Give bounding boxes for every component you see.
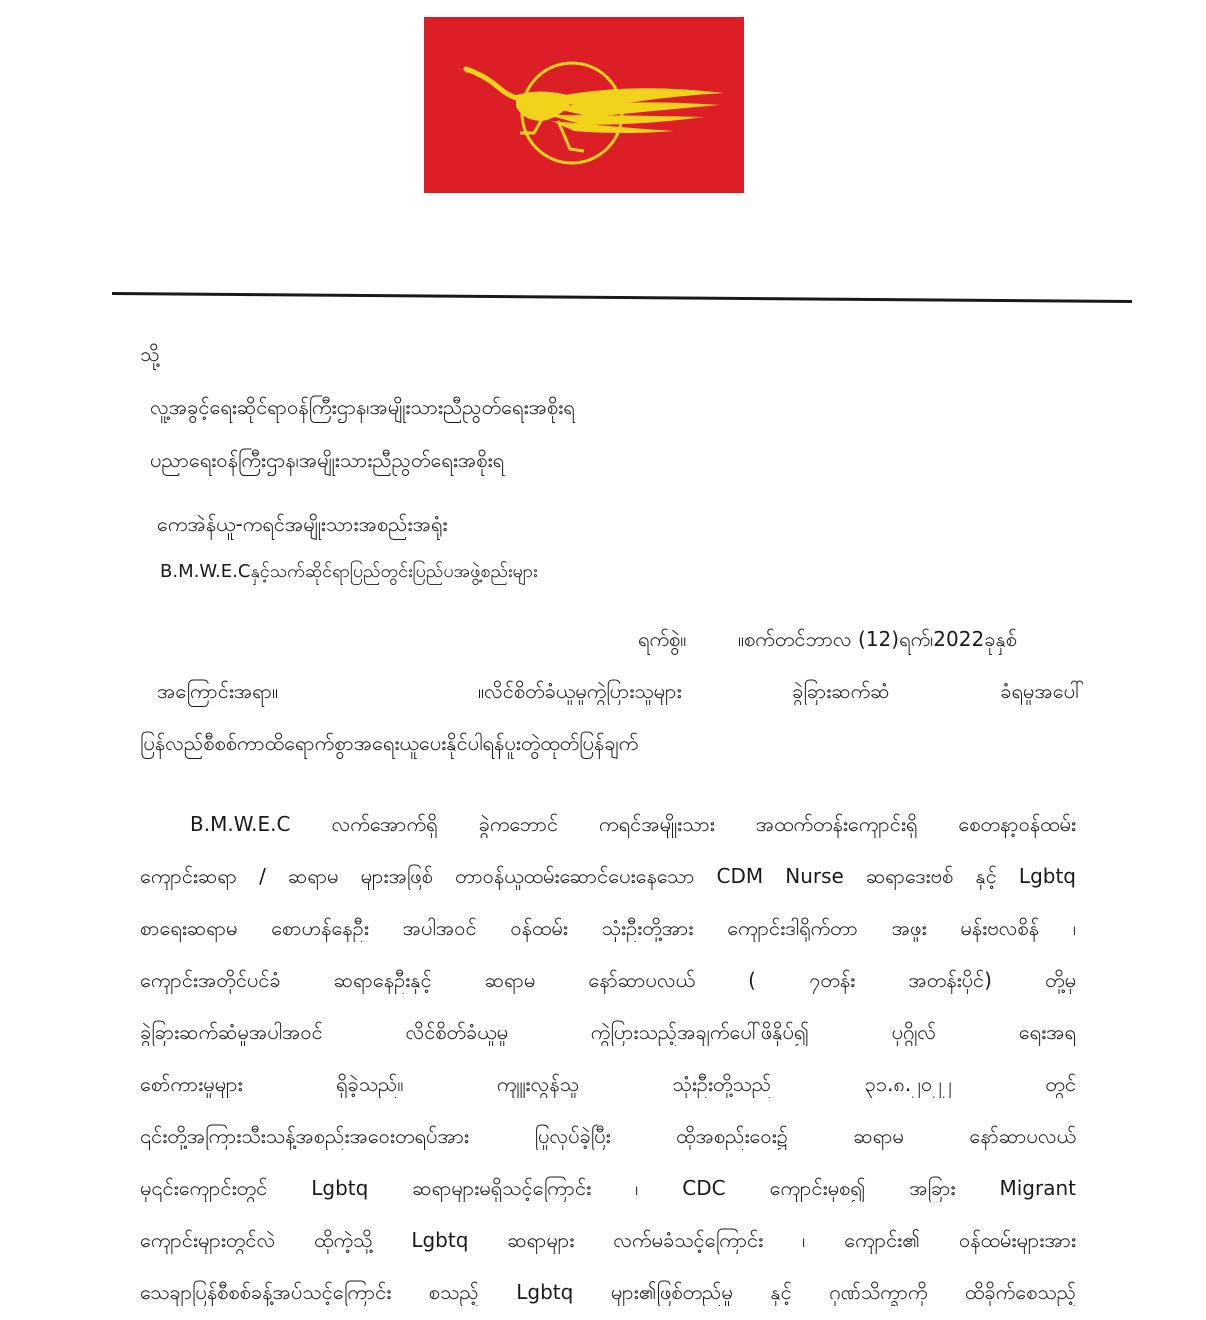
body-line-6: စော်ကားမှုများ ရှိခဲ့သည်။ ကျူးလွန်သူ သုံးဦးတို့သည် ၃၁.၈.၂၀၂၂ တွင် xyxy=(140,1072,1076,1096)
subject-label: အကြောင်းအရာ။ xyxy=(157,679,279,703)
body-line-10: သေချာပြန်စီစစ်ခန့်အပ်သင့်ကြောင်း စသည့် Lgbtq များ၏ဖြစ်တည်မှု နှင့် ဂုဏ်သိက္ခာကို ထိခိုက်စေသည့် xyxy=(140,1280,1076,1304)
addressee-line-2: ပညာရေးဝန်ကြီးဌာန၊အမျိုးသားညီညွတ်ရေးအစိုးရ xyxy=(150,448,505,472)
body-line-7: ၎င်းတို့အကြားသီးသန့်အစည်းအဝေးတရပ်အား ပြုလုပ်ခဲ့ပြီး ထိုအစည်းဝေး၌ ဆရာမ နော်ဆာပလယ် xyxy=(140,1124,1076,1148)
subject-line-1: ။လိင်စိတ်ခံယူမှုကွဲပြားသူများ ခွဲခြားဆက်ဆံ ခံရမှုအပေါ် xyxy=(478,679,1084,703)
body-line-5: ခွဲခြားဆက်ဆံမှုအပါအဝင် လိင်စိတ်ခံယူမှု ကွဲပြားသည့်အချက်ပေါ်ဖိနှိပ်၍ ပုဂ္ဂိုလ် ရေးအရ xyxy=(140,1020,1076,1044)
header-divider xyxy=(112,292,1132,303)
body-line-2: ကျောင်းဆရာ / ဆရာမ များအဖြစ် တာဝန်ယူထမ်းဆောင်ပေးနေသော CDM Nurse ဆရာဒေးဗစ် နှင့် Lgbtq xyxy=(140,864,1076,888)
addressee-line-3: ကေအဲန်ယူ-ကရင်အမျိုးသားအစည်းအရုံး xyxy=(157,512,448,536)
body-line-9: ကျောင်းများတွင်လဲ ထိုကဲ့သို့ Lgbtq ဆရာများ လက်မခံသင့်ကြောင်း ၊ ကျောင်း၏ ဝန်ထမ်းများအား xyxy=(140,1228,1076,1252)
subject-line-2: ပြန်လည်စီစစ်ကာထိရောက်စွာအရေးယူပေးနိုင်ပါရန်ပူးတွဲထုတ်ပြန်ချက် xyxy=(140,731,639,755)
addressee-line-4: B.M.W.E.Cနှင့်သက်ဆိုင်ရာပြည်တွင်းပြည်ပအဖွဲ့စည်းများ xyxy=(160,561,538,582)
peacock-emblem-icon xyxy=(424,17,744,193)
header-flag-logo xyxy=(424,17,744,193)
addressee-to: သို့ xyxy=(140,342,160,366)
addressee-line-1: လူ့အခွင့်ရေးဆိုင်ရာဝန်ကြီးဌာန၊အမျိုးသားညီညွတ်ရေးအစိုးရ xyxy=(150,395,575,419)
body-line-8: မှ၎င်းကျောင်းတွင် Lgbtq ဆရာများမရှိသင့်ကြောင်း ၊ CDC ကျောင်းမှစ၍ အခြား Migrant xyxy=(140,1176,1076,1200)
body-line-1: B.M.W.E.C လက်အောက်ရှိ ခွဲကဘောင် ကရင်အမျိုးသား အထက်တန်းကျောင်းရှိ စေတနာ့ဝန်ထမ်း xyxy=(190,812,1076,836)
body-line-4: ကျောင်းအတိုင်ပင်ခံ ဆရာနေဦးနှင့် ဆရာမ နော်ဆာပလယ် ( ၇တန်း အတန်းပိုင်) တို့မှ xyxy=(140,968,1076,992)
date-value: ။စက်တင်ဘာလ (12)ရက်၊2022ခုနှစ် xyxy=(738,627,1018,651)
date-label: ရက်စွဲ။ xyxy=(638,627,687,651)
body-line-3: စာရေးဆရာမ စောဟန်နေဦး အပါအဝင် ဝန်ထမ်း သုံးဦးတို့အား ကျောင်းဒါရိုက်တာ အဖူး မန်းဗလစိန် ၊ xyxy=(140,916,1076,940)
